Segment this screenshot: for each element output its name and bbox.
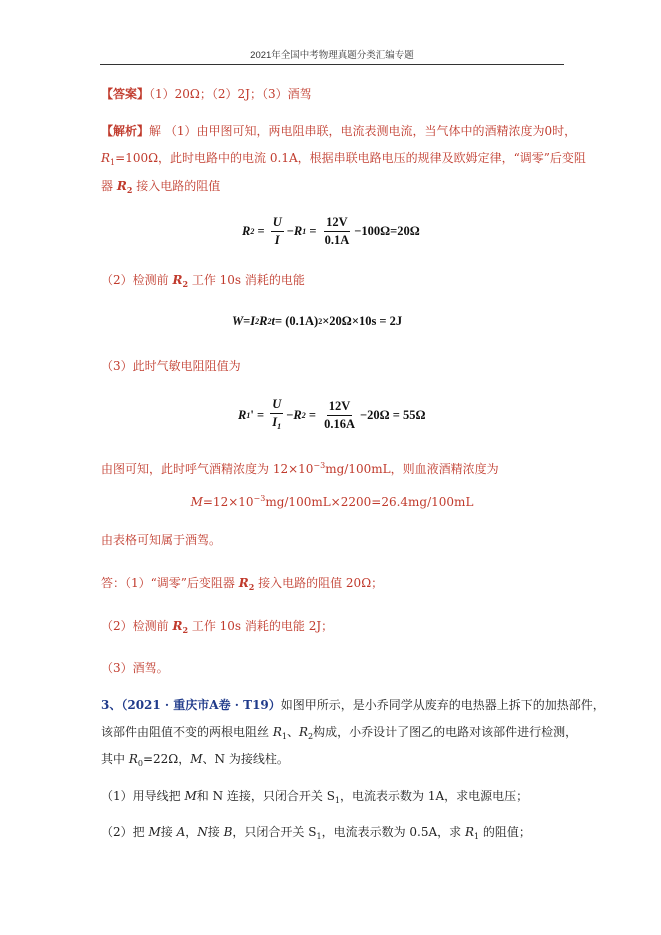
ans1-r: R: [238, 576, 249, 590]
eq2-r-sub: 2: [267, 317, 272, 326]
eq1-frac2-den: 0.1A: [324, 233, 350, 247]
eq3-den-sub: 1: [277, 422, 282, 431]
answer-prefix: 【答案】: [101, 87, 150, 101]
q3-s2-g: 的阻值；: [479, 825, 531, 839]
q3-s1-b: 和 N 连接，只闭合开关 S: [196, 789, 335, 803]
var-r1: R: [101, 151, 111, 165]
analysis-prefix: 【解析】: [101, 124, 150, 138]
eq1-num: U: [271, 215, 284, 232]
answer-line: [101, 86, 312, 102]
q3-l2-r1-sub: 1: [281, 732, 287, 741]
question-3-line-3: [101, 751, 289, 772]
m-eq-a: =12×10: [202, 495, 254, 509]
q3-s2-B: B: [223, 825, 233, 839]
question-3-sub-1: [101, 788, 528, 809]
eq2-rest: = (0.1A): [274, 314, 319, 328]
ans1-r-sub: 2: [248, 582, 255, 592]
part2-line: [101, 272, 305, 292]
q3-number: 3、: [101, 698, 122, 712]
ans1-b: 接入电路的阻值 20Ω；: [254, 576, 384, 590]
q3-s2-c: ，: [185, 825, 198, 839]
eq3-num: U: [270, 397, 283, 414]
q3-l3-m: M: [190, 752, 203, 766]
ans2-r: R: [172, 619, 183, 633]
conc-sup: −3: [313, 461, 326, 470]
eq3-lhs: R: [238, 408, 247, 422]
q3-l3-b: =22Ω，: [142, 752, 191, 766]
q3-l2-a: 该部件由阻值不变的两根电阻丝: [101, 725, 273, 739]
equation-2: [232, 314, 402, 329]
eq1-frac-2: [323, 215, 352, 248]
m-eq-sup: −3: [253, 494, 266, 503]
analysis-line-1: [101, 123, 576, 139]
q3-s1-c: ，电流表示数为 1A，求电源电压；: [340, 789, 529, 803]
q3-l3-r-sub: 0: [137, 759, 143, 768]
q3-s2-r-sub: 1: [474, 832, 480, 841]
eq2-t: t: [271, 314, 275, 328]
q3-l2-r2: R: [298, 725, 309, 739]
q3-s2-r: R: [464, 825, 474, 839]
analysis-text-2: =100Ω，此时电路中的电流 0.1A，根据串联电路电压的规律及欧姆定律，“调零”后变阻: [115, 151, 586, 165]
q3-text-1: 如图甲所示，是小乔同学从废弃的电热器上拆下的加热部件，: [280, 698, 605, 712]
q3-s2-b: 接: [160, 825, 177, 839]
eq3-tail: −20Ω = 55Ω: [359, 408, 426, 422]
eq2-w: W: [232, 314, 244, 328]
question-3-line-1: [101, 697, 605, 713]
m-var: M: [190, 495, 203, 509]
analysis-text-3a: 器: [101, 179, 117, 193]
q3-s2-d: 接: [207, 825, 224, 839]
eq3-den-var: I: [272, 415, 278, 429]
q3-l3-a: 其中: [101, 752, 129, 766]
eq1-den: I: [274, 233, 280, 247]
eq1-lhs: R: [242, 224, 251, 238]
ans2-a: （2）检测前: [101, 619, 173, 633]
analysis-text-1: 解 （1）由甲图可知，两电阻串联，电流表测电流，当气体中的酒精浓度为0时，: [149, 124, 577, 138]
ans1-a: 答：（1）“调零”后变阻器: [101, 576, 239, 590]
part2-var-r-sub: 2: [182, 279, 189, 289]
eq3-minus-r-sub: 2: [301, 411, 306, 420]
eq3-frac2-num: 12V: [327, 399, 353, 416]
eq1-frac2-num: 12V: [324, 215, 350, 232]
eq1-tail: −100Ω=20Ω: [354, 224, 420, 238]
part2-var-r: R: [172, 273, 183, 287]
eq3-frac2-den: 0.16A: [324, 417, 355, 431]
m-eq-b: mg/100mL×2200=26.4mg/100mL: [265, 495, 474, 509]
analysis-line-3: [101, 178, 220, 198]
q3-s2-f: ，电流表示数为 0.5A，求: [321, 825, 465, 839]
eq1-lhs-sub: 2: [250, 227, 255, 236]
eq2-i: I: [250, 314, 256, 328]
eq3-den: [270, 414, 283, 434]
q3-l3-r: R: [128, 752, 138, 766]
eq3-prime: ': [250, 408, 254, 422]
eq1-frac-1: [271, 215, 284, 248]
q3-l2-b: 构成，小乔设计了图乙的电路对该部件进行检测，: [313, 725, 578, 739]
q3-l2-sep: 、: [286, 725, 299, 739]
analysis-text-3b: 接入电路的阻值: [132, 179, 221, 193]
q3-s1-a: （1）用导线把: [101, 789, 185, 803]
eq2-tail: ×20Ω×10s = 2J: [322, 314, 403, 328]
eq2-i-sup: 2: [255, 317, 260, 326]
part2-text-b: 工作 10s 消耗的电能: [188, 273, 305, 287]
q3-l3-c: 、N 为接线柱。: [202, 752, 289, 766]
q3-source: （2021 · 重庆市A卷 · T19）: [121, 698, 281, 712]
var-r2-sub: 2: [126, 185, 133, 195]
header-divider: [100, 64, 564, 65]
table-conclusion: 由表格可知属于酒驾。: [101, 533, 222, 547]
q3-s2-sub: 1: [316, 832, 322, 841]
eq1-minus-r: R: [293, 224, 303, 238]
ans2-b: 工作 10s 消耗的电能 2J；: [188, 619, 334, 633]
eq2-r: R: [259, 314, 268, 328]
equation-1: R 2 = $\frac{U}{I}$ − R 1 = $\frac{12V}{0.1A}$ −100Ω=20Ω: [242, 215, 420, 247]
q3-s2-n: N: [197, 825, 208, 839]
var-r2: R: [116, 179, 127, 193]
conc-text-b: mg/100mL，则血液酒精浓度为: [325, 462, 499, 476]
q3-l2-r2-sub: 2: [308, 732, 314, 741]
q3-s1-sub: 1: [334, 796, 341, 805]
equation-3: R 1 ' = $\frac{U}{I_1}$ − R 2 = $\frac{12V}{0.16A}$ −20Ω = 55Ω: [238, 397, 426, 434]
ans2-r-sub: 2: [182, 625, 189, 635]
q3-l2-r1: R: [272, 725, 282, 739]
final-answer-1: [101, 575, 383, 595]
conc-text-a: 由图可知，此时呼气酒精浓度为 12×10: [101, 462, 314, 476]
q3-s2-e: ，只闭合开关 S: [232, 825, 317, 839]
eq2-sup2: 2: [318, 317, 323, 326]
q3-s1-m: M: [184, 789, 197, 803]
question-3-line-2: [101, 724, 577, 745]
q3-s2-A: A: [176, 825, 186, 839]
part3-line: （3）此时气敏电阻阻值为: [101, 359, 241, 373]
eq3-frac-1: [270, 397, 283, 434]
eq1-minus-r-sub: 1: [302, 227, 307, 236]
analysis-line-2: [101, 150, 586, 171]
eq3-lhs-sub: 1: [246, 411, 251, 420]
question-3-sub-2: [101, 824, 531, 845]
eq3-frac-2: [322, 399, 357, 432]
page-header: 2021年全国中考物理真题分类汇编专题: [250, 50, 414, 61]
var-r1-sub: 1: [110, 158, 116, 167]
final-answer-3: （3）酒驾。: [101, 661, 169, 675]
concentration-line: [101, 458, 499, 477]
part2-text-a: （2）检测前: [101, 273, 173, 287]
final-answer-2: [101, 618, 333, 638]
eq2-eq: =: [243, 314, 251, 328]
eq3-minus-r: R: [293, 408, 302, 422]
answer-text: （1）20Ω；（2）2J；（3）酒驾: [149, 87, 312, 101]
q3-s2-m: M: [148, 825, 161, 839]
blood-concentration-equation: [100, 494, 564, 509]
q3-s2-a: （2）把: [101, 825, 149, 839]
